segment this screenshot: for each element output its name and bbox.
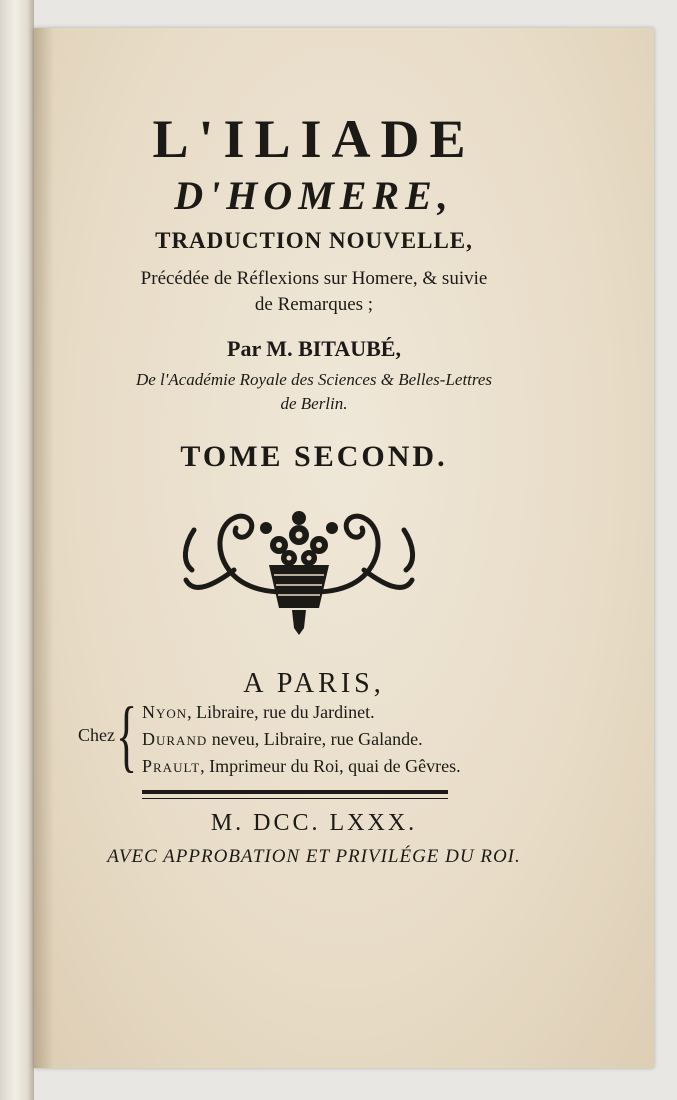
left-page-edge xyxy=(0,0,34,1100)
affiliation-line-1: De l'Académie Royale des Sciences & Belles-Lettres xyxy=(135,370,493,389)
double-rule-thin xyxy=(142,798,448,799)
affiliation-line-2: de Berlin. xyxy=(280,394,348,413)
publisher-name: Durand xyxy=(142,729,208,749)
description-line-2: de Remarques ; xyxy=(254,294,374,315)
publisher-brace: { xyxy=(116,692,138,780)
title-line-1: L'ILIADE xyxy=(152,109,476,169)
author: Par M. BITAUBÉ, xyxy=(227,336,401,361)
imprint-city: A PARIS, xyxy=(243,668,385,699)
chez-label: Chez xyxy=(78,725,115,745)
royal-privilege: AVEC APPROBATION ET PRIVILÉGE DU ROI. xyxy=(107,846,521,867)
title-line-2: D'HOMERE, xyxy=(174,173,454,218)
publisher-address: neveu, Libraire, rue Galande. xyxy=(207,729,423,749)
publisher-address: , Imprimeur du Roi, quai de Gêvres. xyxy=(200,756,461,776)
volume-label: TOME SECOND. xyxy=(180,440,448,473)
double-rule-thick xyxy=(142,790,448,794)
description-line-1: Précédée de Réflexions sur Homere, & suivie xyxy=(140,268,488,289)
publication-year: M. DCC. LXXX. xyxy=(210,810,418,836)
publisher-name: Prault xyxy=(142,756,201,776)
subtitle: TRADUCTION NOUVELLE, xyxy=(155,228,473,253)
flower-basket-icon xyxy=(174,500,424,650)
publisher-name: Nyon xyxy=(142,702,188,722)
publisher-line-1 xyxy=(142,702,375,723)
publisher-address: , Libraire, rue du Jardinet. xyxy=(187,702,375,722)
publisher-line-3 xyxy=(142,756,461,777)
publisher-line-2 xyxy=(142,729,423,750)
